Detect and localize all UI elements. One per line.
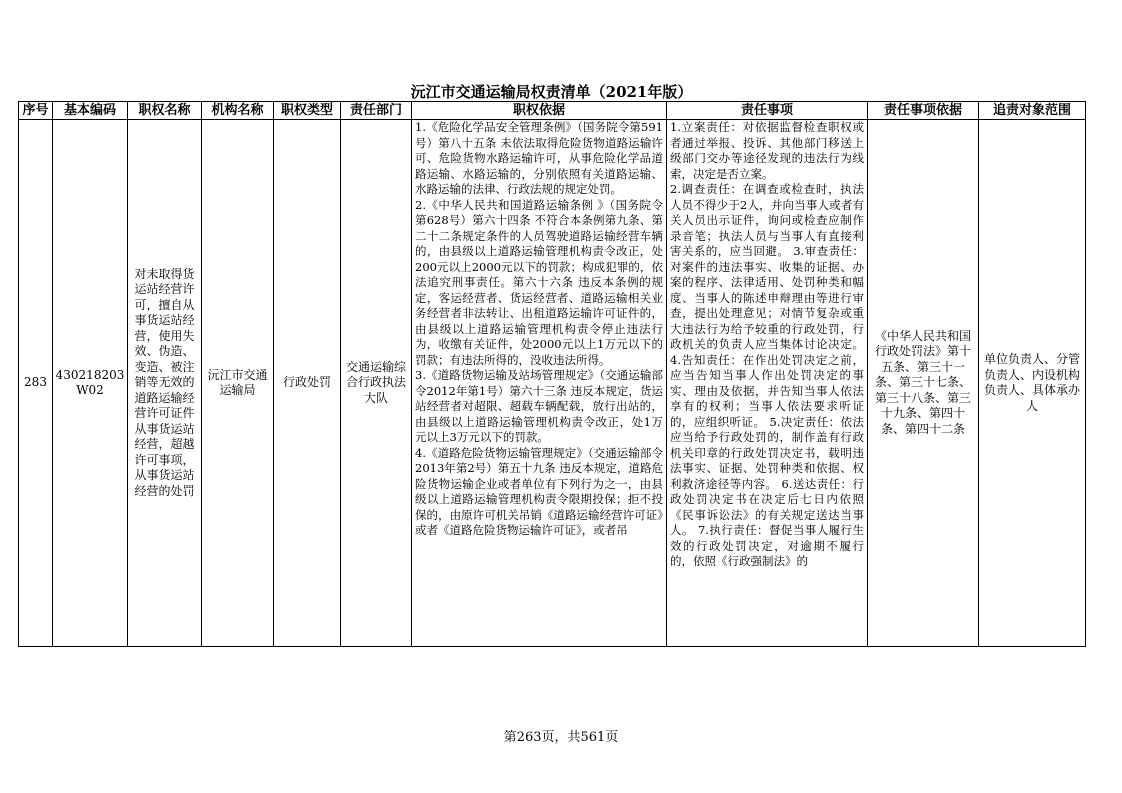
table-row [19,120,1086,647]
cell-org: 沅江市交通运输局 [202,120,274,647]
cell-code: 430218203W02 [53,120,128,647]
header-code: 基本编码 [53,102,128,120]
table-header-row [19,102,1086,120]
header-power-name: 职权名称 [128,102,202,120]
cell-duty-basis: 《中华人民共和国行政处罚法》第十五条、第三十一条、第三十七条、第三十八条、第三十九条、第四十条、第四十二条 [868,120,979,647]
header-org: 机构名称 [202,102,274,120]
basis-text: 1.《危险化学品安全管理条例》（国务院令第591号）第八十五条 未依法取得危险货物道路运输许可、危险货物水路运输许可，从事危险化学品道路运输、水路运输的，分别依照有关道路运输、水路运输的法律、行政法规的规定处罚。 2.《中华人民共和国道路运输条例 》（国务院令第628号）第六十四条 不符合本条例第九条、第二十二条规定条件的人员驾驶道路运输经营车辆的，由县级以上道路运输管理机构责令改正，处200元以上2000元以下的罚款；构成犯罪的，依法追究刑事责任。第六十六条 违反本条例的规定，客运经营者、货运经营者、道路运输相关业务经营者非法转让、出租道路运输许可证件的，由县级以上道路运输管理机构责令停止违法行为，收缴有关证件，处2000元以上1万元以下的罚款；有违法所得的，没收违法所得。 3.《道路货物运输及站场管理规定》（交通运输部令2012年第1号）第六十三条 违反本规定，货运站经营者对超限、超载车辆配载，放行出站的，由县级以上道路运输管理机构责令改正，处1万元以上3万元以下的罚款。 4.《道路危险货物运输管理规定》（交通运输部令2013年第2号）第五十九条 违反本规定，道路危险货物运输企业或者单位有下列行为之一，由县级以上道路运输管理机构责令限期投保；拒不投保的，由原许可机关吊销《道路运输经营许可证》或者《道路危险货物运输许可证》，或者吊 [415,120,663,537]
page-number: 第263页，共561页 [503,730,619,745]
cell-basis [412,120,667,647]
header-index: 序号 [19,102,53,120]
header-accountable: 追责对象范围 [979,102,1086,120]
header-duties: 责任事项 [667,102,868,120]
cell-duties [667,120,868,647]
cell-dept: 交通运输综合行政执法大队 [341,120,412,647]
cell-index: 283 [19,120,53,647]
responsibility-table [18,101,1086,647]
duties-text: 1.立案责任：对依据监督检查职权或者通过举报、投诉、其他部门移送上级部门交办等途径发现的违法行为线索，决定是否立案。 2.调查责任：在调查或检查时，执法人员不得少于2人，并向当事人或者有关人员出示证件，询问或检查应制作录音笔；执法人员与当事人有直接利害关系的，应当回避。 3.审查责任：对案件的违法事实、收集的证据、办案的程序、法律适用、处罚种类和幅度、当事人的陈述申辩理由等进行审查，提出处理意见；对情节复杂或重大违法行为给予较重的行政处罚，行政机关的负责人应当集体讨论决定。 4.告知责任：在作出处罚决定之前，应当告知当事人作出处罚决定的事实、理由及依据，并告知当事人依法享有的权利；当事人依法要求听证的，应组织听证。 5.决定责任：依法应当给予行政处罚的，制作盖有行政机关印章的行政处罚决定书，载明违法事实、证据、处罚种类和依据、权利救济途径等内容。 6.送达责任：行政处罚决定书在决定后七日内依照《民事诉讼法》的有关规定送达当事人。 7.执行责任：督促当事人履行生效的行政处罚决定，对逾期不履行的，依照《行政强制法》的 [670,120,864,568]
cell-power-name: 对未取得货运站经营许可，擅自从事货运站经营，使用失效、伪造、变造、被注销等无效的道路运输经营许可证件从事货运站经营，超越许可事项，从事货运站经营的处罚 [128,120,202,647]
header-duty-basis: 责任事项依据 [868,102,979,120]
cell-accountable: 单位负责人、分管负责人、内设机构负责人、具体承办人 [979,120,1086,647]
header-basis: 职权依据 [412,102,667,120]
page-title: 沅江市交通运输局权责清单（2021年版） [410,83,693,101]
header-dept: 责任部门 [341,102,412,120]
header-power-type: 职权类型 [274,102,341,120]
cell-power-type: 行政处罚 [274,120,341,647]
